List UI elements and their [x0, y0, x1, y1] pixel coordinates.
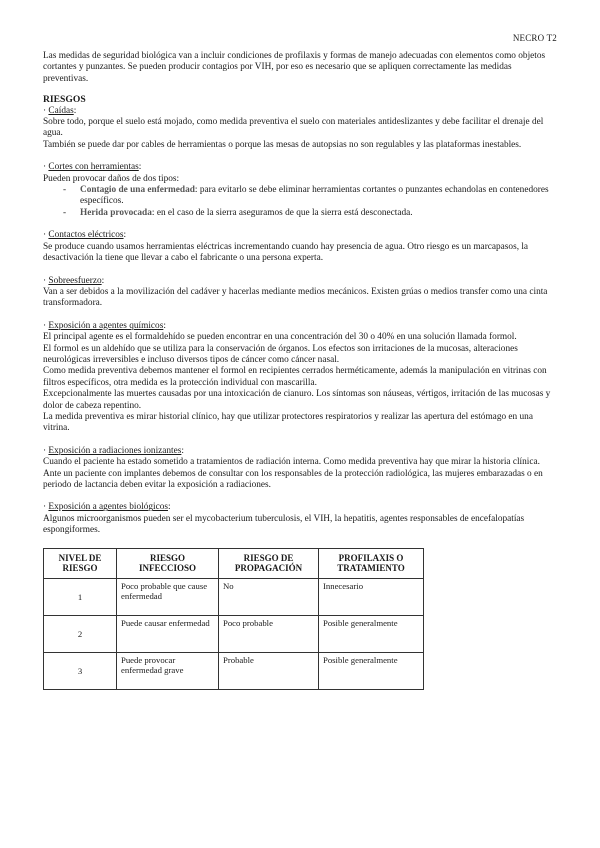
section-sobreesfuerzo [43, 276, 557, 310]
table-cell: Poco probable [219, 615, 319, 652]
table-cell: Posible generalmente [319, 652, 424, 689]
contactos-paragraph-1: Se produce cuando usamos herramientas eléctricas incrementando cuando hay presencia de agua. Otro riesgo es un marcapasos, la desactivación la tiene que llevar a cabo el fabricante o una persona experta. [43, 241, 529, 264]
section-title-radiaciones: · Exposición a radiaciones ionizantes: [43, 445, 184, 456]
section-title-cortes: · Cortes con herramientas: [43, 162, 142, 173]
cortes-intro: Pueden provocar daños de dos tipos: [43, 173, 180, 184]
table-cell: Innecesario [319, 578, 424, 615]
table-cell: Poco probable que cause enfermedad [117, 578, 219, 615]
section-title-caidas: · Caídas: [43, 105, 77, 116]
intro-paragraph: Las medidas de seguridad biológica van a incluir condiciones de profilaxis y formas de manejo adecuadas con elementos como objetos cortantes y punzantes. Se pueden producir contagios por VIH, por eso es necesario que se apliquen correctamente las medidas preventivas. [43, 51, 546, 84]
section-biologicos [43, 502, 557, 536]
column-header-infeccioso: RIESGO INFECCIOSO [117, 548, 219, 578]
biologicos-paragraph-1: Algunos microorganismos pueden ser el mycobacterium tuberculosis, el VIH, la hepatitis, agentes responsables de encefalopatías espongiformes. [43, 513, 525, 536]
sobreesfuerzo-paragraph-1: Van a ser debidos a la movilización del cadáver y hacerlas mediante medios mecánicos. Existen grúas o medios transfer como una cinta transformadora. [43, 286, 548, 309]
caidas-paragraph-2: También se puede dar por cables de herramientas o porque las mesas de autopsias no son regulables y las plataformas inestables. [43, 139, 522, 150]
list-item-text: para evitarlo se debe eliminar herramientas cortantes o punzantes echandolas en contenedores específicos. [80, 185, 549, 207]
table-row [44, 578, 424, 615]
table-cell: Posible generalmente [319, 615, 424, 652]
table-header-row [44, 548, 424, 578]
radiaciones-paragraph-1: Cuando el paciente ha estado sometido a tratamientos de radiación interna. Como medida preventiva hay que mirar la historia clínica. Ante un paciente con implantes debemos de consultar con los responsables de la protección radiológica, las mujeres embarazadas o en periodo de lactancia deben evitar la exposición a radiaciones. [43, 457, 543, 490]
table-cell: Puede causar enfermedad [117, 615, 219, 652]
section-title-sobreesfuerzo: · Sobreesfuerzo: [43, 275, 105, 286]
quimicos-paragraph-5: La medida preventiva es mirar historial clínico, hay que utilizar protectores respiratorios y realizar las apertura del estómago en una vitrina. [43, 411, 533, 434]
table-cell: Probable [219, 652, 319, 689]
table-cell: Puede provocar enfermedad grave [117, 652, 219, 689]
risk-level-table [43, 548, 424, 690]
cortes-list [43, 185, 557, 219]
caidas-paragraph-1: Sobre todo, porque el suelo está mojado, como medida preventiva el suelo con materiales antideslizantes y debe facilitar el drenaje del agua. [43, 117, 544, 139]
table-cell-level: 1 [44, 578, 117, 615]
list-item: - Herida provocada: en el caso de la sierra aseguramos de que la sierra está desconectada. [63, 207, 413, 218]
list-item-text: en el caso de la sierra aseguramos de que la sierra está desconectada. [156, 207, 413, 218]
column-header-propagacion: RIESGO DE PROPAGACIÓN [219, 548, 319, 578]
section-radiaciones [43, 446, 557, 492]
section-title-quimicos: · Exposición a agentes químicos: [43, 320, 166, 331]
dash-bullet-icon: - [63, 185, 67, 196]
list-item-term: Contagio de una enfermedad [80, 185, 195, 196]
section-title-biologicos: · Exposición a agentes biológicos: [43, 502, 171, 513]
table-row [44, 615, 424, 652]
table-cell-level: 3 [44, 652, 117, 689]
quimicos-paragraph-2: El formol es un aldehído que se utiliza para la conservación de órganos. Los efectos son irritaciones de la mucosas, alteraciones neurológicas irreversibles e incluso diversos tipos de cáncer como cáncer nasal. [43, 343, 518, 365]
section-caidas [43, 106, 557, 152]
column-header-profilaxis: PROFILAXIS O TRATAMIENTO [319, 548, 424, 578]
quimicos-paragraph-1: El principal agente es el formaldehído se pueden encontrar en una concentración del 30 o 40% en una solución llamada formol. [43, 332, 517, 343]
table-cell-level: 2 [44, 615, 117, 652]
section-heading-riesgos: RIESGOS [43, 94, 86, 106]
document-tag: NECRO T2 [512, 33, 557, 43]
dash-bullet-icon: - [63, 207, 67, 218]
list-item: - Contagio de una enfermedad: para evitarlo se debe eliminar herramientas cortantes o punzantes echandolas en contenedores específicos. [63, 185, 549, 207]
list-item-term: Herida provocada [80, 207, 152, 218]
quimicos-paragraph-3: Como medida preventiva debemos mantener el formol en recipientes cerrados herméticamente, además la manipulación en vitrinas con filtros específicos, otra medida es la protección individual con mascarilla. [43, 366, 547, 388]
table-row [44, 652, 424, 689]
section-quimicos [43, 321, 557, 435]
quimicos-paragraph-4: Excepcionalmente las muertes causadas por una intoxicación de cianuro. Los síntomas son náuseas, vértigos, irritación de las mucosas y dolor de cabeza repentino. [43, 389, 551, 411]
section-contactos [43, 230, 557, 264]
section-title-contactos: · Contactos eléctricos: [43, 230, 127, 241]
column-header-nivel: NIVEL DE RIESGO [44, 548, 117, 578]
table-cell: No [219, 578, 319, 615]
section-cortes [43, 162, 557, 219]
document-page [43, 33, 557, 690]
